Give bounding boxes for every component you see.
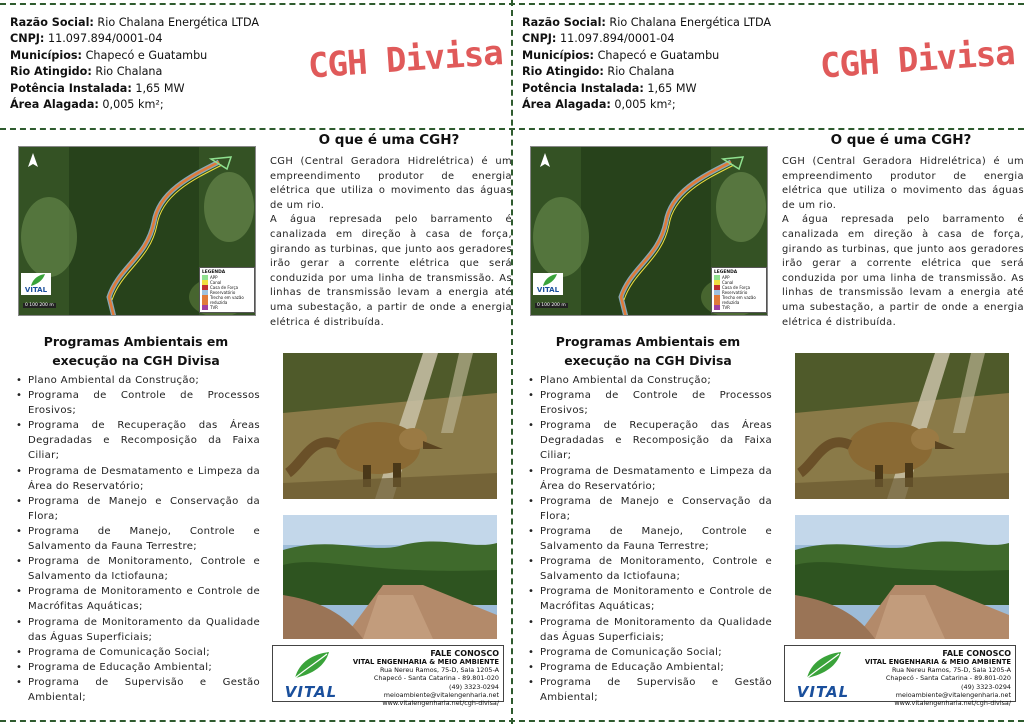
contact-site-link[interactable]: www.vitalengenharia.net/cgh-divisa/	[894, 699, 1011, 708]
leaf-icon	[789, 650, 857, 680]
potencia-row: Potência Instalada: 1,65 MW	[522, 81, 697, 95]
contact-box	[784, 645, 1016, 708]
municipios-row: Municípios: Chapecó e Guatambu	[522, 48, 720, 62]
contact-box	[272, 645, 504, 708]
leaf-icon	[533, 273, 563, 287]
razao-social-row: Razão Social: Rio Chalana Energética LTDA	[522, 16, 772, 29]
potencia-row: Potência Instalada: 1,65 MW	[10, 81, 185, 95]
list-item: • Programa de Monitoramento da Qualidade das Águas Superficiais;	[526, 615, 772, 645]
map-legend: LEGENDA APP Canal Casa de Força Reservatório Trecho em vazão reduzida TVR	[199, 267, 255, 313]
programs-list	[526, 373, 772, 705]
municipios-row: Municípios: Chapecó e Guatambu	[10, 48, 208, 62]
list-item: • Programa de Monitoramento da Qualidade das Águas Superficiais;	[14, 615, 260, 645]
cnpj-row: CNPJ: 11.097.894/0001-04	[522, 32, 675, 46]
contact-email[interactable]: meioambiente@vitalengenharia.net	[383, 690, 499, 699]
razao-social-row: Razão Social: Rio Chalana Energética LTDA	[10, 16, 260, 29]
list-item: • Programa de Desmatamento e Limpeza da Área do Reservatório;	[14, 464, 260, 494]
list-item: • Programa de Comunicação Social;	[14, 645, 260, 660]
cnpj-row: CNPJ: 11.097.894/0001-04	[10, 32, 163, 46]
list-item: • Programa de Recuperação das Áreas Degradadas e Recomposição da Faixa Ciliar;	[14, 418, 260, 463]
programs-list	[14, 373, 260, 705]
list-item: • Programa de Desmatamento e Limpeza da Área do Reservatório;	[526, 464, 772, 494]
list-item: • Programa de Educação Ambiental;	[14, 660, 260, 675]
rio-row: Rio Atingido: Rio Chalana	[522, 65, 675, 79]
rio-row: Rio Atingido: Rio Chalana	[10, 65, 163, 79]
coati-photo	[283, 353, 497, 499]
list-item: • Programa de Monitoramento, Controle e Salvamento da Ictiofauna;	[14, 554, 260, 584]
list-item: • Programa de Monitoramento e Controle de Macrófitas Aquáticas;	[14, 584, 260, 614]
list-item: • Programa de Monitoramento e Controle de Macrófitas Aquáticas;	[526, 584, 772, 614]
map-logo: VITAL	[533, 273, 563, 295]
coati-photo	[795, 353, 1009, 499]
programs-heading: Programas Ambientais em execução na CGH Divisa	[43, 334, 229, 368]
programs-heading: Programas Ambientais em execução na CGH Divisa	[555, 334, 741, 368]
cgh-title: CGH Divisa	[306, 33, 504, 87]
what-is-cgh-heading: O que é uma CGH?	[318, 132, 460, 148]
map-scale: 0 100 200 m	[25, 303, 54, 308]
leaf-icon	[277, 650, 345, 680]
list-item: • Programa de Recuperação das Áreas Degradadas e Recomposição da Faixa Ciliar;	[526, 418, 772, 463]
list-item: • Plano Ambiental da Construção;	[526, 373, 772, 388]
construction-site-photo	[795, 515, 1009, 639]
what-is-cgh-heading: O que é uma CGH?	[830, 132, 972, 148]
list-item: • Programa de Manejo e Conservação da Flora;	[526, 494, 772, 524]
list-item: • Programa de Supervisão e Gestão Ambiental;	[526, 675, 772, 705]
what-is-cgh-text: CGH (Central Geradora Hidrelétrica) é um empreendimento produtor de energia elétrica que utiliza o movimento das águas de um rio. A água represada pelo barramento é canalizada em direção à casa de força, girando as turbinas, que junto aos geradores irão gerar a corrente elétrica que será conduzida por uma linha de transmissão. As linhas de transmissão levam a energia até uma subestação, a partir de onde a energia elétrica é distribuída.	[782, 156, 1024, 328]
list-item: • Programa de Monitoramento, Controle e Salvamento da Ictiofauna;	[526, 554, 772, 584]
list-item: • Programa de Manejo, Controle e Salvamento da Fauna Terrestre;	[14, 524, 260, 554]
list-item: • Programa de Educação Ambiental;	[526, 660, 772, 675]
list-item: • Plano Ambiental da Construção;	[14, 373, 260, 388]
header-info	[522, 15, 771, 113]
panel-right	[512, 0, 1022, 724]
list-item: • Programa de Manejo e Conservação da Flora;	[14, 494, 260, 524]
area-row: Área Alagada: 0,005 km²;	[10, 98, 164, 112]
site-map	[530, 146, 768, 316]
list-item: • Programa de Comunicação Social;	[526, 645, 772, 660]
vital-logo: VITAL	[789, 650, 857, 698]
map-legend: LEGENDA APP Canal Casa de Força Reservatório Trecho em vazão reduzida TVR	[711, 267, 767, 313]
area-row: Área Alagada: 0,005 km²;	[522, 98, 676, 112]
list-item: • Programa de Manejo, Controle e Salvamento da Fauna Terrestre;	[526, 524, 772, 554]
contact-text: FALE CONOSCO VITAL ENGENHARIA & MEIO AMBIENTE Rua Nereu Ramos, 75-D, Sala 1205-A Chapecó - Santa Catarina - 89.801-020 (49) 3323-0294 meioambiente@vitalengenharia.net www.vitalengenharia.net/cgh-divisa/	[339, 649, 499, 707]
map-scale: 0 100 200 m	[537, 303, 566, 308]
header-info	[10, 15, 259, 113]
cgh-title: CGH Divisa	[818, 33, 1016, 87]
contact-site-link[interactable]: www.vitalengenharia.net/cgh-divisa/	[382, 699, 499, 708]
map-logo: VITAL	[21, 273, 51, 295]
list-item: • Programa de Supervisão e Gestão Ambiental;	[14, 675, 260, 705]
leaf-icon	[21, 273, 51, 287]
contact-text: FALE CONOSCO VITAL ENGENHARIA & MEIO AMBIENTE Rua Nereu Ramos, 75-D, Sala 1205-A Chapecó - Santa Catarina - 89.801-020 (49) 3323-0294 meioambiente@vitalengenharia.net www.vitalengenharia.net/cgh-divisa/	[851, 649, 1011, 707]
list-item: • Programa de Controle de Processos Erosivos;	[14, 388, 260, 418]
site-map	[18, 146, 256, 316]
construction-site-photo	[283, 515, 497, 639]
list-item: • Programa de Controle de Processos Erosivos;	[526, 388, 772, 418]
contact-email[interactable]: meioambiente@vitalengenharia.net	[895, 690, 1011, 699]
panel-left	[0, 0, 510, 724]
what-is-cgh-text: CGH (Central Geradora Hidrelétrica) é um empreendimento produtor de energia elétrica que utiliza o movimento das águas de um rio. A água represada pelo barramento é canalizada em direção à casa de força, girando as turbinas, que junto aos geradores irão gerar a corrente elétrica que será conduzida por uma linha de transmissão. As linhas de transmissão levam a energia até uma subestação, a partir de onde a energia elétrica é distribuída.	[270, 156, 512, 328]
vital-logo: VITAL	[277, 650, 345, 698]
